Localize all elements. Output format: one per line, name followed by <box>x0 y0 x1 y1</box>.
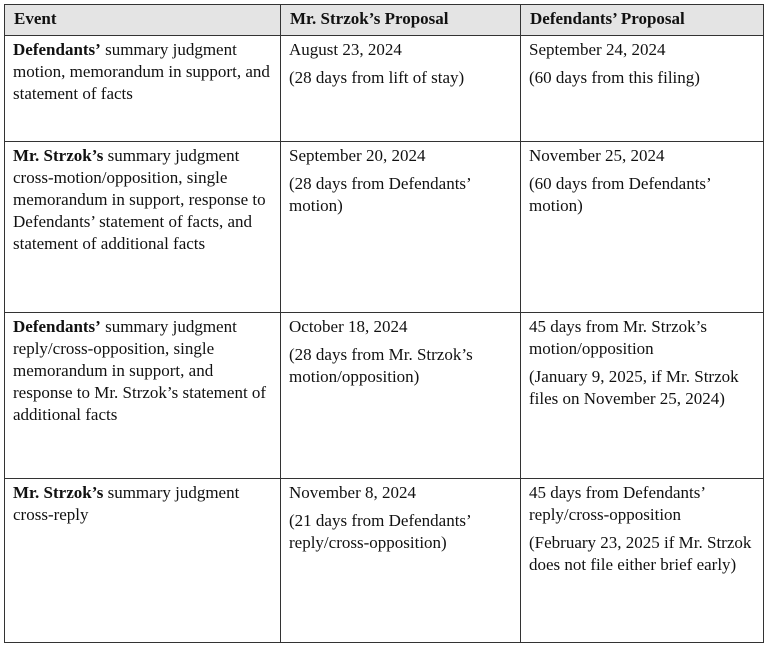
strzok-date: September 20, 2024 <box>289 146 426 165</box>
event-description: summary judgment cross-reply <box>13 483 240 524</box>
table-row <box>5 479 764 643</box>
strzok-date: August 23, 2024 <box>289 40 402 59</box>
table-row <box>5 142 764 313</box>
defendants-date: November 25, 2024 <box>529 146 665 165</box>
header-row <box>5 5 764 36</box>
strzok-proposal-cell <box>281 313 521 479</box>
strzok-proposal-cell <box>281 36 521 142</box>
event-cell <box>5 313 281 479</box>
table-row <box>5 313 764 479</box>
defendants-date: 45 days from Defendants’ reply/cross-opposition <box>529 483 705 524</box>
event-cell <box>5 479 281 643</box>
strzok-note: (28 days from Defendants’ motion) <box>289 174 471 215</box>
strzok-proposal-cell <box>281 142 521 313</box>
defendants-note: (January 9, 2025, if Mr. Strzok files on November 25, 2024) <box>529 367 739 408</box>
event-description: summary judgment reply/cross-opposition, single memorandum in support, and response to Mr. Strzok’s statement of additional facts <box>13 317 267 424</box>
strzok-note: (28 days from lift of stay) <box>289 68 465 87</box>
defendants-note: (60 days from this filing) <box>529 68 700 87</box>
event-description: summary judgment motion, memorandum in support, and statement of facts <box>13 40 270 103</box>
defendants-proposal-cell <box>521 313 764 479</box>
event-party: Mr. Strzok’s <box>13 146 104 165</box>
defendants-date: September 24, 2024 <box>529 40 666 59</box>
strzok-note: (21 days from Defendants’ reply/cross-opposition) <box>289 511 471 552</box>
strzok-note: (28 days from Mr. Strzok’s motion/opposition) <box>289 345 473 386</box>
table-row <box>5 36 764 142</box>
event-party: Mr. Strzok’s <box>13 483 104 502</box>
defendants-note: (60 days from Defendants’ motion) <box>529 174 711 215</box>
header-event: Event <box>5 5 281 36</box>
defendants-proposal-cell <box>521 36 764 142</box>
event-cell <box>5 142 281 313</box>
event-description: summary judgment cross-motion/opposition, single memorandum in support, response to Defendants’ statement of facts, and statement of additional facts <box>13 146 266 253</box>
event-party: Defendants’ <box>13 40 101 59</box>
briefing-schedule-table <box>4 4 764 643</box>
strzok-date: November 8, 2024 <box>289 483 417 502</box>
header-strzok-proposal: Mr. Strzok’s Proposal <box>281 5 521 36</box>
strzok-date: October 18, 2024 <box>289 317 408 336</box>
defendants-proposal-cell <box>521 142 764 313</box>
event-cell <box>5 36 281 142</box>
defendants-date: 45 days from Mr. Strzok’s motion/opposition <box>529 317 708 358</box>
defendants-proposal-cell <box>521 479 764 643</box>
event-party: Defendants’ <box>13 317 101 336</box>
defendants-note: (February 23, 2025 if Mr. Strzok does not file either brief early) <box>529 533 752 574</box>
header-defendants-proposal: Defendants’ Proposal <box>521 5 764 36</box>
strzok-proposal-cell <box>281 479 521 643</box>
